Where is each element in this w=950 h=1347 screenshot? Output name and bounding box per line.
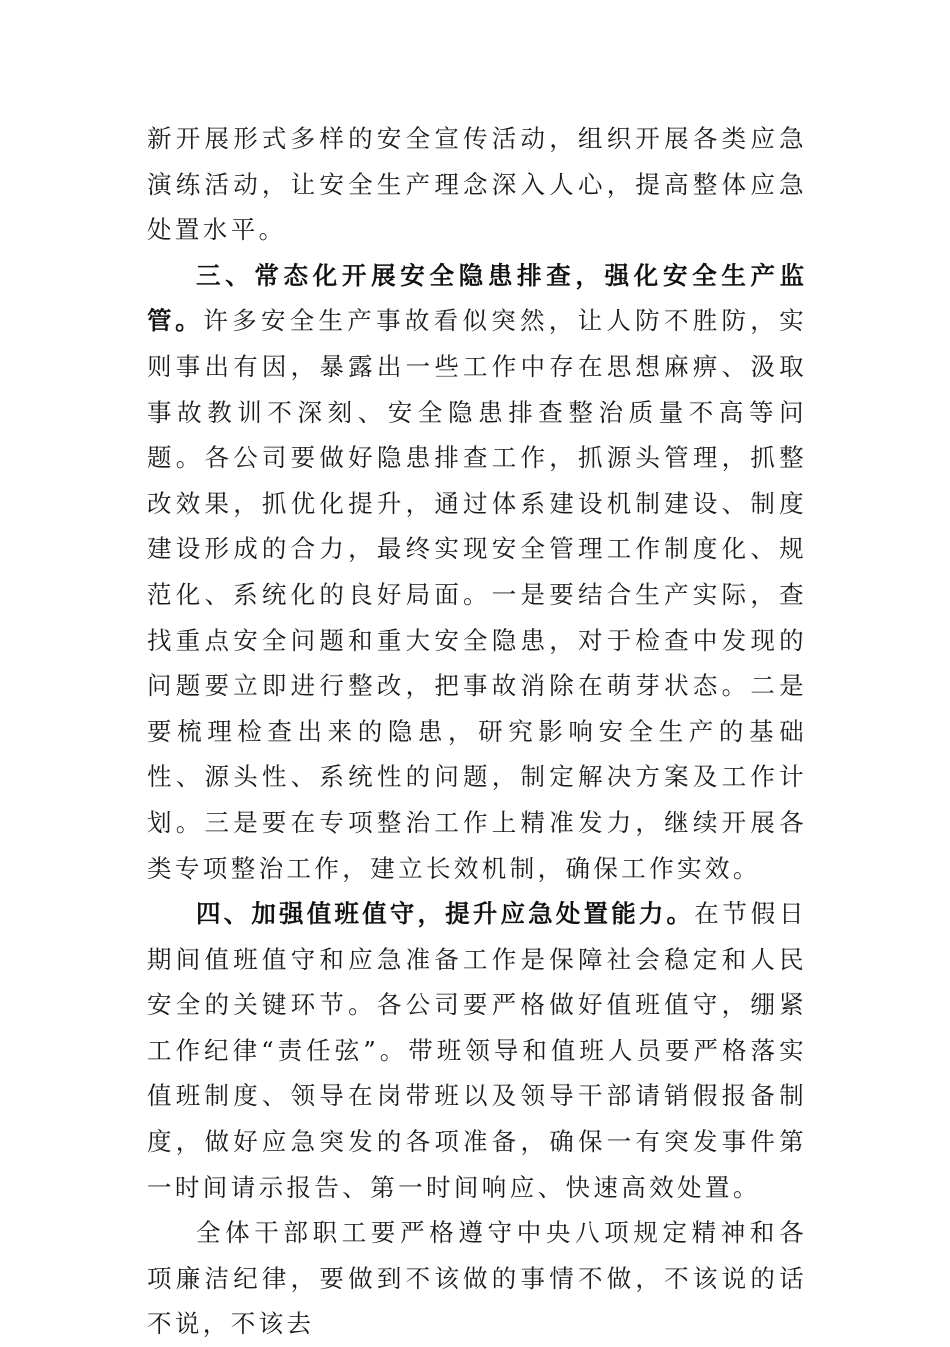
paragraph-continuation bbox=[147, 116, 807, 253]
paragraph-text: 新开展形式多样的安全宣传活动，组织开展各类应急演练活动，让安全生产理念深入人心，提高整体应急处置水平。 bbox=[147, 124, 807, 245]
section-heading-three: 三、常态化开展安全隐患排查，强化安全生产监管。 bbox=[147, 260, 807, 336]
paragraph-section-three bbox=[147, 253, 807, 891]
document-body bbox=[147, 116, 807, 1347]
paragraph-text: 许多安全生产事故看似突然，让人防不胜防，实则事出有因，暴露出一些工作中存在思想麻痹、汲取事故教训不深刻、安全隐患排查整治质量不高等问题。各公司要做好隐患排查工作，抓源头管理，抓整改效果，抓优化提升，通过体系建设机制建设、制度建设形成的合力，最终实现安全管理工作制度化、规范化、系统化的良好局面。一是要结合生产实际，查找重点安全问题和重大安全隐患，对于检查中发现的问题要立即进行整改，把事故消除在萌芽状态。二是要梳理检查出来的隐患，研究影响安全生产的基础性、源头性、系统性的问题，制定解决方案及工作计划。三是要在专项整治工作上精准发力，继续开展各类专项整治工作，建立长效机制，确保工作实效。 bbox=[147, 306, 807, 883]
section-heading-four: 四、加强值班值守，提升应急处置能力。 bbox=[196, 899, 695, 929]
paragraph-closing bbox=[147, 1210, 807, 1347]
paragraph-section-four bbox=[147, 891, 807, 1210]
paragraph-text: 在节假日期间值班值守和应急准备工作是保障社会稳定和人民安全的关键环节。各公司要严格做好值班值守，绷紧工作纪律“责任弦”。带班领导和值班人员要严格落实值班制度、领导在岗带班以及领导干部请销假报备制度，做好应急突发的各项准备，确保一有突发事件第一时间请示报告、第一时间响应、快速高效处置。 bbox=[147, 899, 807, 1202]
paragraph-text: 全体干部职工要严格遵守中央八项规定精神和各项廉洁纪律，要做到不该做的事情不做，不该说的话不说，不该去 bbox=[147, 1218, 807, 1339]
